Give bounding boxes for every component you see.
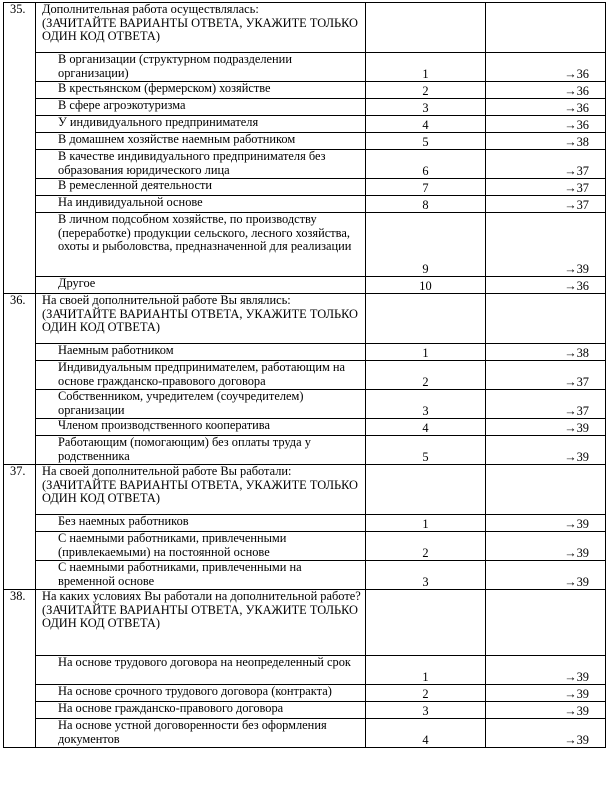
question-number: 37. <box>4 465 36 590</box>
answer-option-cell <box>36 277 366 294</box>
skip-instruction: →37 <box>486 179 606 196</box>
question-row <box>4 590 606 656</box>
answer-option-label[interactable]: Индивидуальным предпринимателем, работающим на основе гражданско-правового договора <box>58 360 346 388</box>
skip-instruction: →36 <box>486 277 606 294</box>
jump-header-cell <box>486 590 606 656</box>
answer-code[interactable]: 2 <box>366 532 486 561</box>
answer-option-cell <box>36 213 366 277</box>
answer-option-cell <box>36 390 366 419</box>
answer-code[interactable]: 2 <box>366 82 486 99</box>
answer-code[interactable]: 2 <box>366 361 486 390</box>
answer-option-cell <box>36 532 366 561</box>
answer-option-cell <box>36 150 366 179</box>
answer-option-row <box>4 53 606 82</box>
answer-code[interactable]: 1 <box>366 656 486 685</box>
answer-option-row <box>4 656 606 685</box>
answer-option-cell <box>36 133 366 150</box>
skip-instruction: →39 <box>486 213 606 277</box>
answer-option-label[interactable]: С наемными работниками, привлеченными на временной основе <box>58 560 302 588</box>
answer-option-label[interactable]: В крестьянском (фермерском) хозяйстве <box>58 81 271 95</box>
question-row <box>4 3 606 53</box>
answer-code[interactable]: 3 <box>366 99 486 116</box>
skip-instruction: →39 <box>486 702 606 719</box>
answer-code[interactable]: 4 <box>366 719 486 748</box>
question-text: На каких условиях Вы работали на дополнительной работе? (ЗАЧИТАЙТЕ ВАРИАНТЫ ОТВЕТА, УКАЖИТЕ ТОЛЬКО ОДИН КОД ОТВЕТА) <box>36 590 366 656</box>
code-header-cell <box>366 590 486 656</box>
answer-option-cell <box>36 99 366 116</box>
answer-code[interactable]: 6 <box>366 150 486 179</box>
skip-instruction: →39 <box>486 656 606 685</box>
answer-code[interactable]: 5 <box>366 133 486 150</box>
question-number: 36. <box>4 294 36 465</box>
skip-instruction: →39 <box>486 719 606 748</box>
answer-code[interactable]: 1 <box>366 53 486 82</box>
answer-option-label[interactable]: В личном подсобном хозяйстве, по производству (переработке) продукции сельского, лесного хозяйства, охоты и рыболовства, предназначенной для реализации <box>58 212 352 253</box>
answer-option-cell <box>36 53 366 82</box>
answer-option-row <box>4 685 606 702</box>
answer-option-label[interactable]: С наемными работниками, привлеченными (привлекаемыми) на постоянной основе <box>58 531 287 559</box>
skip-instruction: →37 <box>486 196 606 213</box>
answer-code[interactable]: 10 <box>366 277 486 294</box>
answer-code[interactable]: 3 <box>366 702 486 719</box>
answer-option-label[interactable]: В домашнем хозяйстве наемным работником <box>58 132 296 146</box>
skip-instruction: →38 <box>486 133 606 150</box>
skip-instruction: →39 <box>486 419 606 436</box>
answer-option-label[interactable]: На основе трудового договора на неопределенный срок <box>58 655 351 669</box>
question-number: 38. <box>4 590 36 748</box>
questionnaire-body <box>4 3 606 748</box>
answer-option-row <box>4 196 606 213</box>
skip-instruction: →36 <box>486 99 606 116</box>
answer-option-row <box>4 116 606 133</box>
answer-option-label[interactable]: Членом производственного кооператива <box>58 418 270 432</box>
answer-option-label[interactable]: В качестве индивидуального предпринимателя без образования юридического лица <box>58 149 326 177</box>
answer-option-row <box>4 561 606 590</box>
answer-option-cell <box>36 179 366 196</box>
answer-code[interactable]: 4 <box>366 116 486 133</box>
answer-option-label[interactable]: На основе срочного трудового договора (контракта) <box>58 684 332 698</box>
skip-instruction: →39 <box>486 532 606 561</box>
answer-option-row <box>4 436 606 465</box>
skip-instruction: →39 <box>486 515 606 532</box>
skip-instruction: →36 <box>486 53 606 82</box>
answer-option-cell <box>36 196 366 213</box>
skip-instruction: →37 <box>486 361 606 390</box>
answer-option-row <box>4 179 606 196</box>
skip-instruction: →39 <box>486 561 606 590</box>
answer-option-label[interactable]: Наемным работником <box>58 343 174 357</box>
answer-code[interactable]: 3 <box>366 561 486 590</box>
code-header-cell <box>366 465 486 515</box>
answer-option-row <box>4 150 606 179</box>
question-row <box>4 294 606 344</box>
answer-option-cell <box>36 702 366 719</box>
answer-option-label[interactable]: Собственником, учредителем (соучредителем) организации <box>58 389 304 417</box>
skip-instruction: →39 <box>486 436 606 465</box>
answer-option-label[interactable]: На основе устной договоренности без оформления документов <box>58 718 327 746</box>
answer-option-label[interactable]: Работающим (помогающим) без оплаты труда у родственника <box>58 435 311 463</box>
skip-instruction: →38 <box>486 344 606 361</box>
answer-option-row <box>4 82 606 99</box>
answer-option-cell <box>36 515 366 532</box>
answer-option-cell <box>36 116 366 133</box>
question-text: На своей дополнительной работе Вы являлись: (ЗАЧИТАЙТЕ ВАРИАНТЫ ОТВЕТА, УКАЖИТЕ ТОЛЬКО ОДИН КОД ОТВЕТА) <box>36 294 366 344</box>
question-text: На своей дополнительной работе Вы работали: (ЗАЧИТАЙТЕ ВАРИАНТЫ ОТВЕТА, УКАЖИТЕ ТОЛЬКО ОДИН КОД ОТВЕТА) <box>36 465 366 515</box>
answer-option-label[interactable]: На индивидуальной основе <box>58 195 203 209</box>
question-number: 35. <box>4 3 36 294</box>
answer-option-row <box>4 515 606 532</box>
answer-option-label[interactable]: В ремесленной деятельности <box>58 178 213 192</box>
answer-option-cell <box>36 685 366 702</box>
answer-code[interactable]: 1 <box>366 344 486 361</box>
answer-option-label[interactable]: Без наемных работников <box>58 514 189 528</box>
answer-option-row <box>4 719 606 748</box>
answer-option-label[interactable]: В организации (структурном подразделении организации) <box>58 52 292 80</box>
answer-option-label[interactable]: В сфере агроэкотуризма <box>58 98 186 112</box>
answer-option-row <box>4 532 606 561</box>
answer-option-row <box>4 702 606 719</box>
answer-code[interactable]: 7 <box>366 179 486 196</box>
answer-option-cell <box>36 719 366 748</box>
answer-option-cell <box>36 82 366 99</box>
answer-option-cell <box>36 561 366 590</box>
answer-option-cell <box>36 344 366 361</box>
answer-option-row <box>4 419 606 436</box>
question-row <box>4 465 606 515</box>
question-text: Дополнительная работа осуществлялась: (ЗАЧИТАЙТЕ ВАРИАНТЫ ОТВЕТА, УКАЖИТЕ ТОЛЬКО ОДИН КОД ОТВЕТА) <box>36 3 366 53</box>
skip-instruction: →36 <box>486 82 606 99</box>
answer-code[interactable]: 9 <box>366 213 486 277</box>
jump-header-cell <box>486 294 606 344</box>
answer-code[interactable]: 4 <box>366 419 486 436</box>
skip-instruction: →37 <box>486 150 606 179</box>
answer-option-label[interactable]: У индивидуального предпринимателя <box>58 115 259 129</box>
answer-option-row <box>4 361 606 390</box>
code-header-cell <box>366 294 486 344</box>
skip-instruction: →36 <box>486 116 606 133</box>
answer-code[interactable]: 3 <box>366 390 486 419</box>
answer-option-row <box>4 213 606 277</box>
answer-option-cell <box>36 419 366 436</box>
answer-option-row <box>4 133 606 150</box>
answer-option-cell <box>36 656 366 685</box>
answer-option-label[interactable]: Другое <box>58 276 96 290</box>
skip-instruction: →39 <box>486 685 606 702</box>
answer-code[interactable]: 2 <box>366 685 486 702</box>
skip-instruction: →37 <box>486 390 606 419</box>
jump-header-cell <box>486 3 606 53</box>
answer-option-cell <box>36 436 366 465</box>
answer-option-row <box>4 344 606 361</box>
answer-option-row <box>4 390 606 419</box>
answer-option-row <box>4 277 606 294</box>
answer-code[interactable]: 8 <box>366 196 486 213</box>
questionnaire-table <box>3 2 606 748</box>
answer-option-row <box>4 99 606 116</box>
jump-header-cell <box>486 465 606 515</box>
answer-option-cell <box>36 361 366 390</box>
answer-option-label[interactable]: На основе гражданско-правового договора <box>58 701 284 715</box>
answer-code[interactable]: 5 <box>366 436 486 465</box>
answer-code[interactable]: 1 <box>366 515 486 532</box>
code-header-cell <box>366 3 486 53</box>
